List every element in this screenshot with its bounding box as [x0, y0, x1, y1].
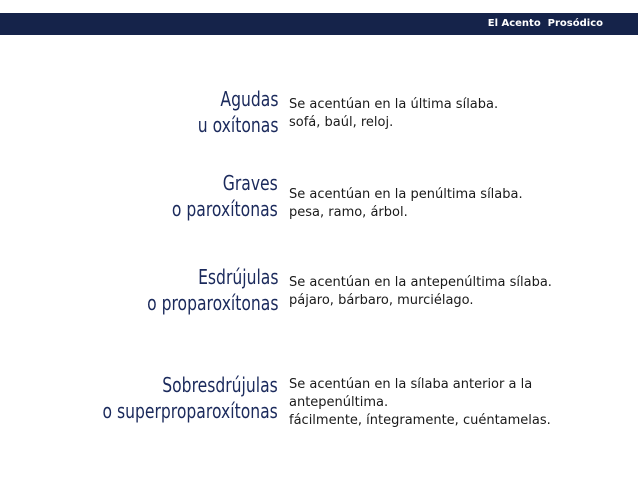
term-subtitle: o superproparoxítonas — [102, 399, 278, 423]
term-title: Graves — [222, 171, 278, 195]
term-sobresdrujulas — [103, 372, 278, 424]
term-graves — [172, 170, 278, 222]
header-title: El Acento Prosódico — [487, 18, 603, 29]
term-subtitle: o proparoxítonas — [146, 291, 278, 315]
term-title: Esdrújulas — [197, 265, 278, 289]
examples-text: pesa, ramo, árbol. — [289, 205, 408, 220]
description-text: Se acentúan en la última sílaba. — [289, 97, 499, 112]
description-text: Se acentúan en la antepenúltima sílaba. — [289, 275, 552, 290]
term-title: Sobresdrújulas — [162, 373, 278, 397]
examples-text: pájaro, bárbaro, murciélago. — [289, 293, 474, 308]
description-text-continued: antepenúltima. — [289, 395, 389, 410]
description-text: Se acentúan en la sílaba anterior a la — [289, 377, 533, 392]
examples-text: sofá, baúl, reloj. — [289, 115, 394, 130]
term-agudas — [197, 86, 278, 138]
term-esdrujulas — [147, 264, 278, 316]
description-text: Se acentúan en la penúltima sílaba. — [289, 187, 523, 202]
header-bar — [0, 13, 638, 35]
term-title: Agudas — [219, 87, 278, 111]
term-subtitle: u oxítonas — [197, 113, 278, 137]
description-graves — [289, 186, 629, 222]
examples-text: fácilmente, íntegramente, cuéntamelas. — [289, 413, 551, 428]
description-sobresdrujulas — [289, 376, 629, 430]
term-subtitle: o paroxítonas — [172, 197, 278, 221]
description-esdrujulas — [289, 274, 629, 310]
description-agudas — [289, 96, 629, 132]
